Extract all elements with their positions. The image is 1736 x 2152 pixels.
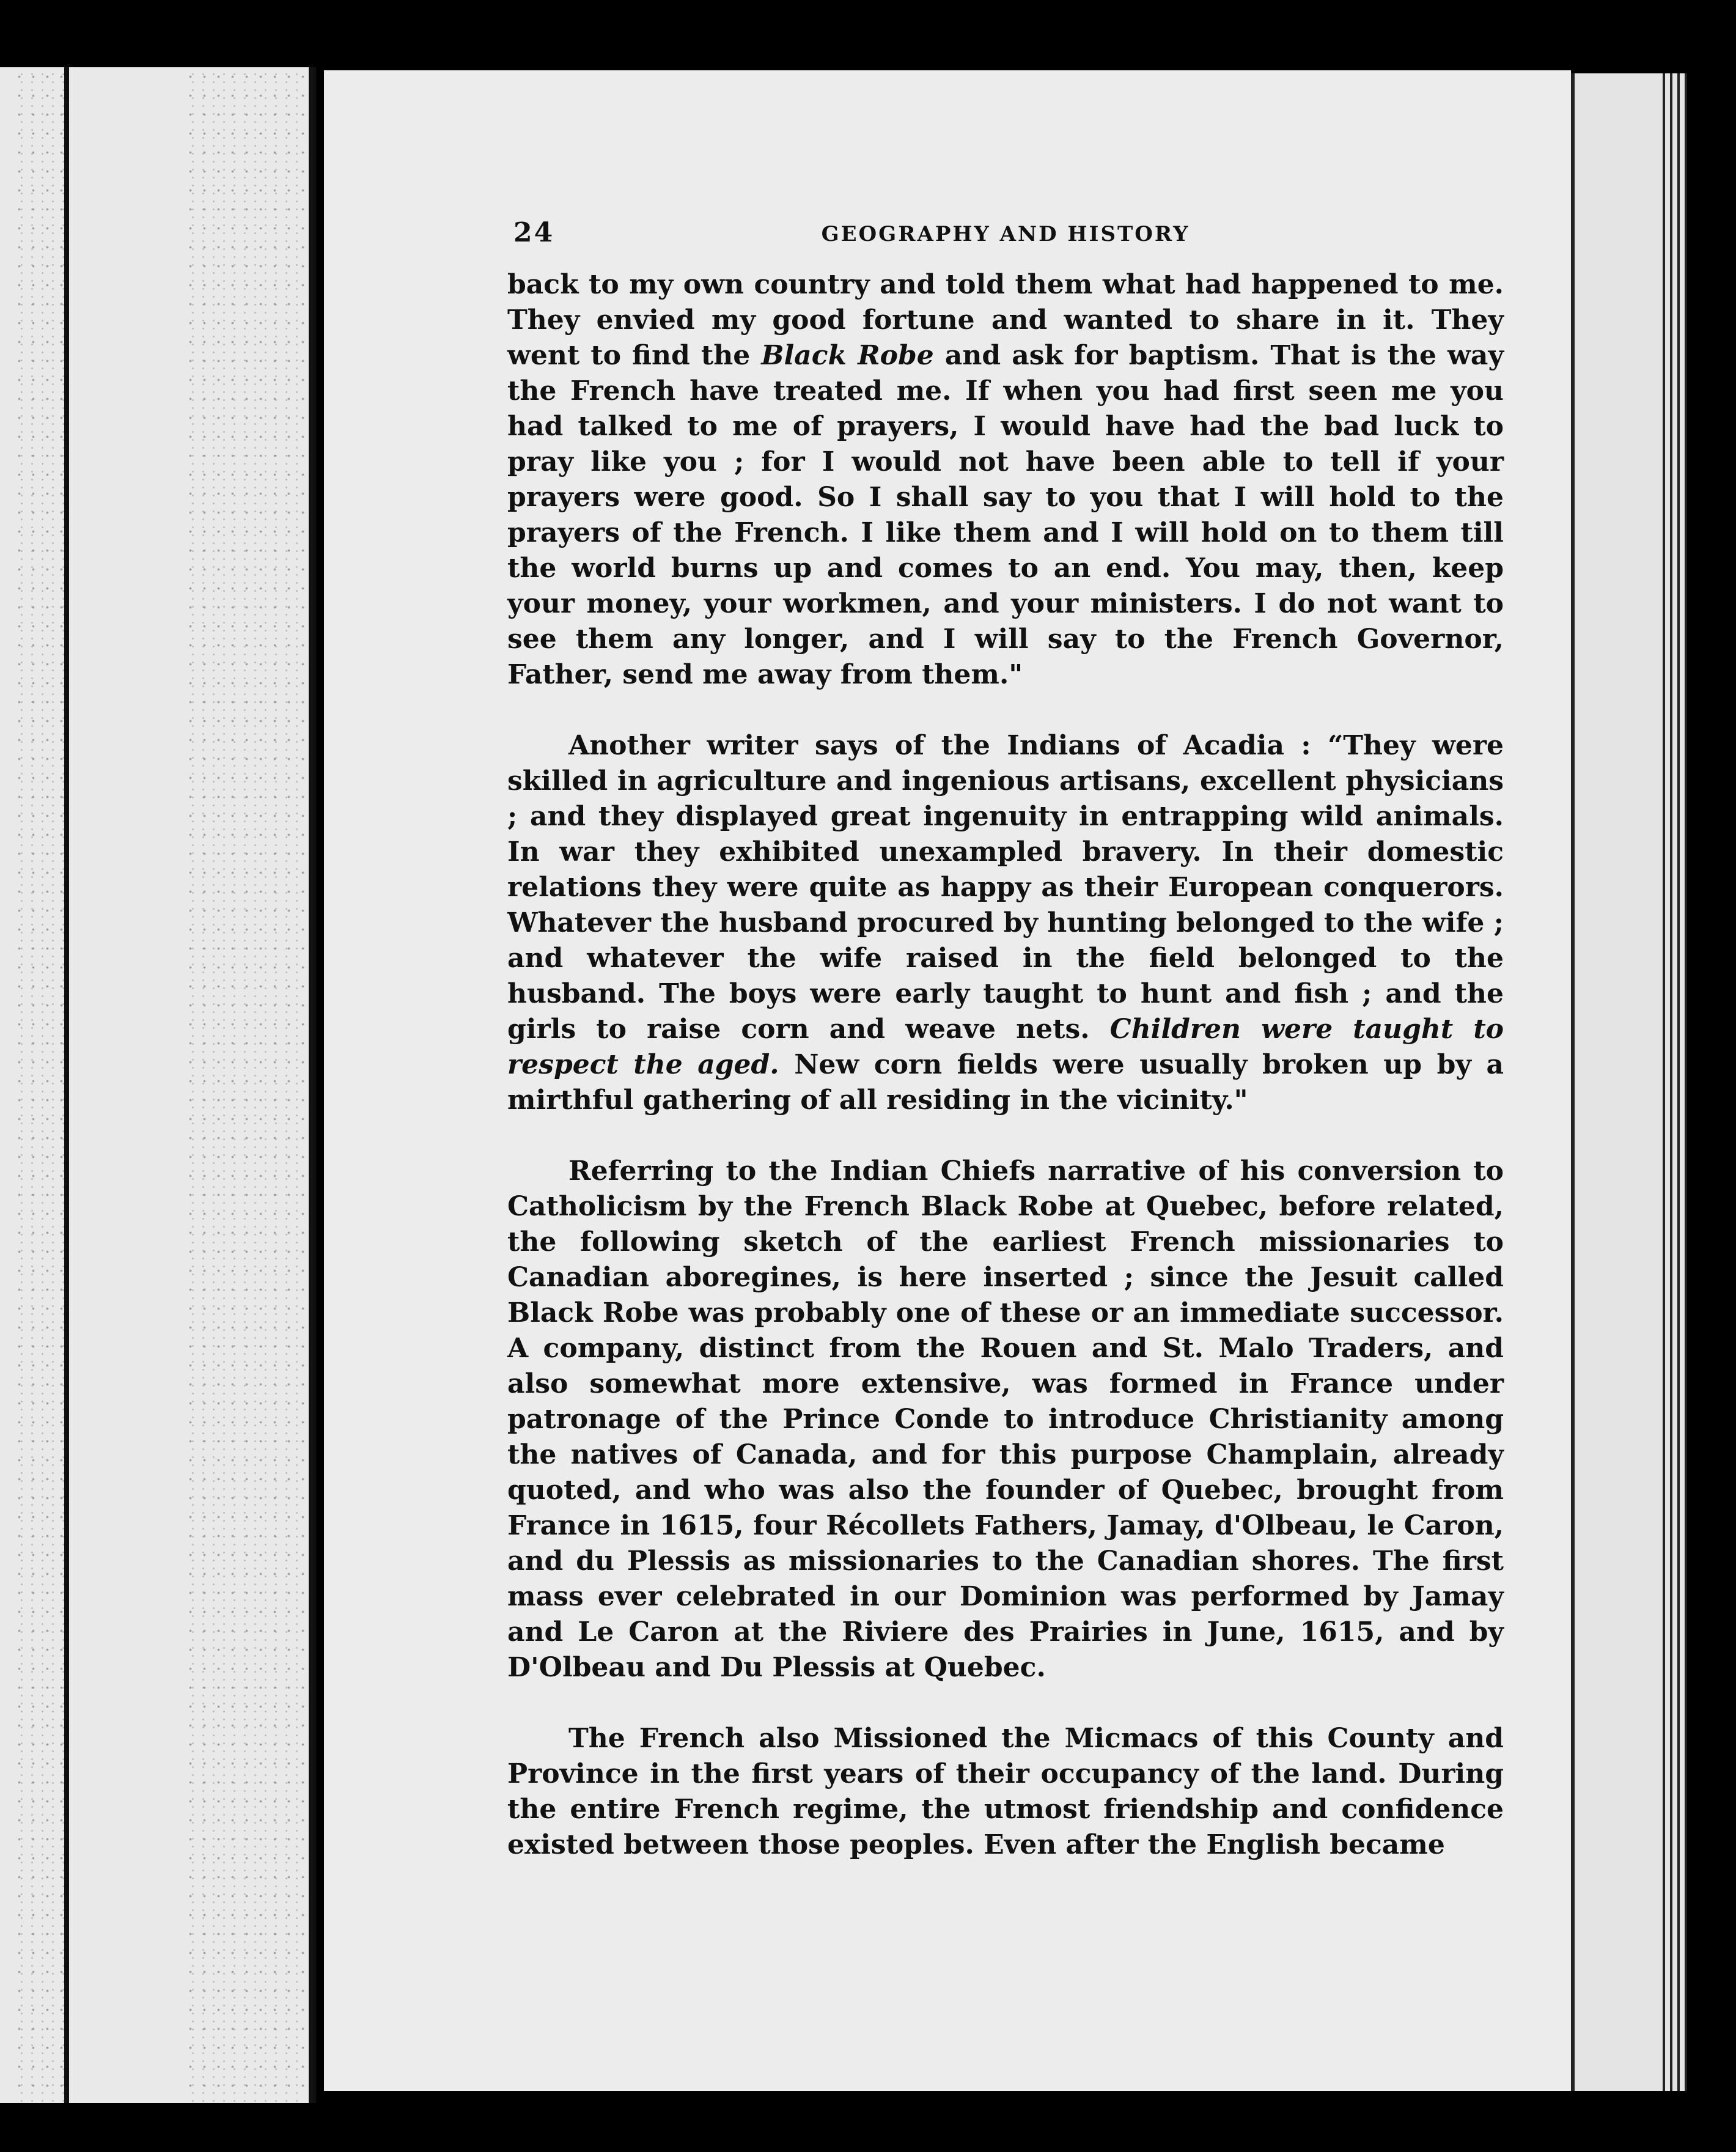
page-edge-line xyxy=(1571,73,1575,2091)
page-speckle-texture xyxy=(183,67,306,2103)
italic-phrase: Black Robe xyxy=(761,340,934,371)
italic-phrase: Children were taught to respect the aged. xyxy=(507,1014,1504,1080)
running-head xyxy=(507,217,1504,260)
paragraph-2 xyxy=(507,728,1504,1118)
paragraph-text: back to my own country and told them what had happened to me. They envied my good fortune and wanted to share in it. They went to find the xyxy=(507,269,1504,371)
paragraph-4: The French also Missioned the Micmacs of this County and Province in the first years of their occupancy of the land. During the entire French regime, the utmost friendship and confidence existed between those peoples. Even after the English became xyxy=(507,1723,1504,1860)
gutter-line xyxy=(64,67,69,2103)
page-edge-line xyxy=(1663,73,1665,2091)
previous-page-strip xyxy=(0,67,315,2103)
book-page xyxy=(324,70,1571,2091)
paragraph-3: Referring to the Indian Chiefs narrative of his conversion to Catholicism by the French Black Robe at Quebec, before related, the following sketch of the earliest French missionaries to Canadian aboregines, is here inserted ; since the Jesuit called Black Robe was probably one of these or an immediate successor. A company, distinct from the Rouen and St. Malo Traders, and also somewhat more extensive, was formed in France under patronage of the Prince Conde to introduce Christianity among the natives of Canada, and for this purpose Champlain, already quoted, and who was also the founder of Quebec, brought from France in 1615, four Récollets Fathers, Jamay, d'Olbeau, le Caron, and du Plessis as missionaries to the Canadian shores. The first mass ever celebrated in our Dominion was performed by Jamay and Le Caron at the Riviere des Prairies in June, 1615, and by D'Olbeau and Du Plessis at Quebec. xyxy=(507,1155,1504,1683)
page-speckle-texture xyxy=(12,67,67,2103)
gutter-line xyxy=(309,67,316,2103)
running-title: GEOGRAPHY AND HISTORY xyxy=(821,222,1190,246)
page-edge-line xyxy=(1677,73,1680,2091)
paragraph-1 xyxy=(507,267,1504,693)
page-number: 24 xyxy=(513,217,555,248)
page-edge-line xyxy=(1685,73,1687,2091)
page-edge-stack xyxy=(1571,73,1687,2091)
page-edge-line xyxy=(1670,73,1672,2091)
text-block xyxy=(507,217,1504,1863)
paragraph-text: and ask for baptism. That is the way the French have treated me. If when you had first seen me you had talked to me of prayers, I would have had the bad luck to pray like you ; for I would not have been able to tell if your prayers were good. So I shall say to you that I will hold to the prayers of the French. I like them and I will hold on to them till the world burns up and comes to an end. You may, then, keep your money, your workmen, and your ministers. I do not want to see them any longer, and I will say to the French Governor, Father, send me away from them." xyxy=(507,340,1504,690)
paragraph-text: Another writer says of the Indians of Acadia : “They were skilled in agriculture and ingenious artisans, excellent physicians ; and they displayed great ingenuity in entrapping wild animals. In war they exhibited unexampled bravery. In their domestic relations they were quite as happy as their European conquerors. Whatever the husband procured by hunting belonged to the wife ; and whatever the wife raised in the field belonged to the husband. The boys were early taught to hunt and fish ; and the girls to raise corn and weave nets. xyxy=(507,730,1504,1045)
paragraph-text: New corn fields were usually broken up by a mirthful gathering of all residing in the vicinity." xyxy=(507,1049,1504,1116)
